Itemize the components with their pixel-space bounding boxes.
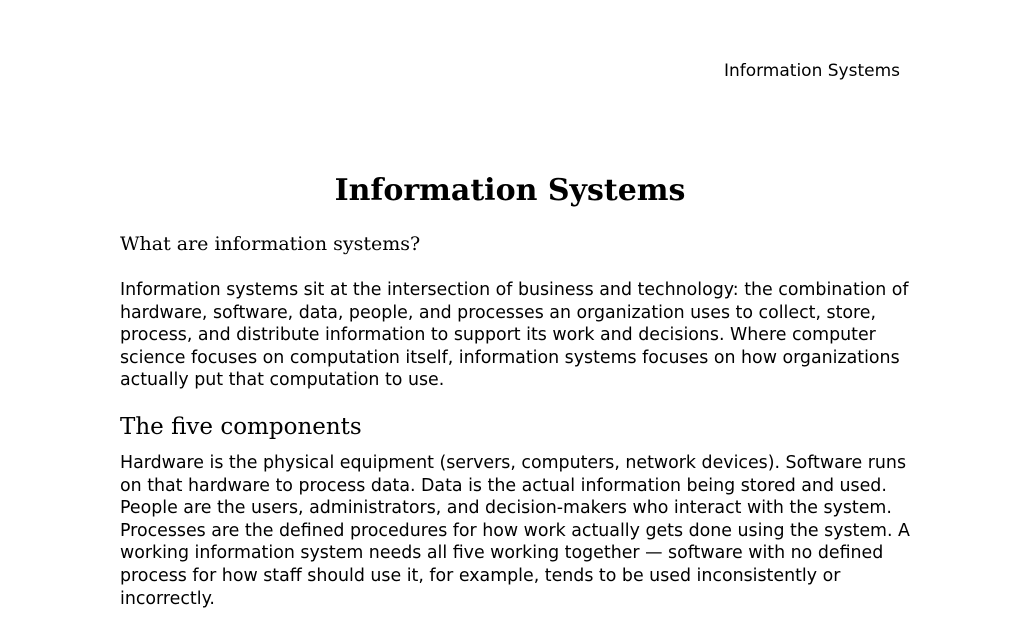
section-heading: The five components — [120, 414, 362, 440]
subtitle: What are information systems? — [120, 233, 421, 255]
section-paragraph: Hardware is the physical equipment (servers, computers, network devices). Software runs on that hardware to process data. Data is the actual information being stored and used. People are the users, administrators, and decision-makers who interact with the system. Processes are the defined procedures for how work actually gets done using the system. A working information system needs all five working together — software with no defined process for how staff should use it, for example, tends to be used inconsistently or incorrectly. — [120, 453, 910, 609]
intro-paragraph: Information systems sit at the intersection of business and technology: the combination of hardware, software, data, people, and processes an organization uses to collect, store, process, and distribute information to support its work and decisions. Where computer science focuses on computation itself, information systems focuses on how organizations actually put that computation to use. — [120, 280, 909, 391]
page-title: Information Systems — [334, 173, 686, 208]
running-header: Information Systems — [723, 61, 900, 81]
